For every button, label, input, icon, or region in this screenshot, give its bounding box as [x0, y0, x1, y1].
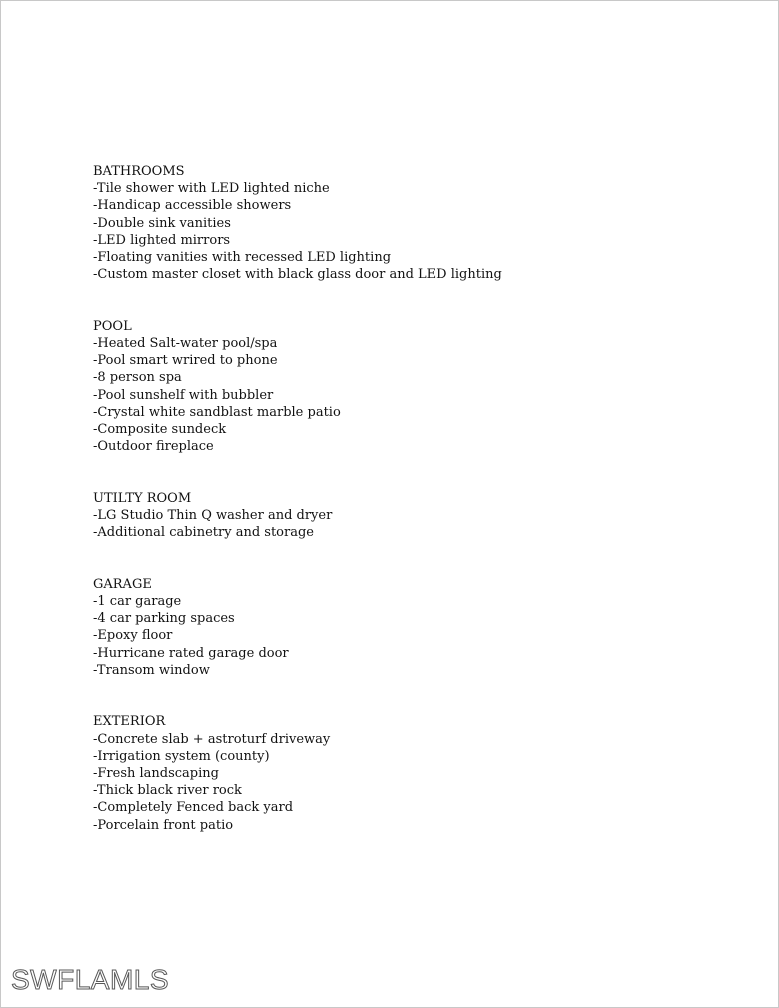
list-item: -Hurricane rated garage door: [93, 645, 289, 661]
section-title: EXTERIOR: [93, 714, 166, 730]
section-title: GARAGE: [93, 576, 152, 592]
list-item: -Pool sunshelf with bubbler: [93, 387, 274, 403]
list-item: -Pool smart wrired to phone: [93, 353, 278, 369]
section-pool: [93, 318, 713, 456]
list-item: -LED lighted mirrors: [93, 232, 231, 248]
section-title: POOL: [93, 318, 132, 334]
section-title: BATHROOMS: [93, 164, 185, 179]
list-item: -Transom window: [93, 662, 210, 678]
list-item: -1 car garage: [93, 594, 182, 610]
section-utility-room: [93, 490, 713, 542]
section-bathrooms: [93, 163, 713, 283]
list-item: -Completely Fenced back yard: [93, 800, 294, 816]
list-item: -Double sink vanities: [93, 215, 231, 231]
list-item: -Additional cabinetry and storage: [93, 525, 314, 541]
list-item: -Tile shower with LED lighted niche: [93, 181, 330, 197]
watermark: SWFLAMLS: [11, 964, 170, 995]
list-item: -4 car parking spaces: [93, 611, 235, 627]
list-item: -Porcelain front patio: [93, 817, 234, 833]
list-item: -Floating vanities with recessed LED lighting: [93, 250, 392, 266]
section-exterior: [93, 713, 713, 833]
section-garage: [93, 576, 713, 679]
section-title: UTILTY ROOM: [93, 490, 192, 506]
list-item: -Composite sundeck: [93, 422, 227, 438]
list-item: -Heated Salt-water pool/spa: [93, 336, 278, 352]
list-item: -Concrete slab + astroturf driveway: [93, 731, 331, 747]
list-item: -8 person spa: [93, 370, 182, 386]
feature-list: [93, 163, 713, 834]
list-item: -Epoxy floor: [93, 628, 173, 644]
list-item: -Handicap accessible showers: [93, 198, 292, 214]
list-item: -Custom master closet with black glass door and LED lighting: [93, 267, 502, 283]
list-item: -Outdoor fireplace: [93, 439, 214, 455]
list-item: -Irrigation system (county): [93, 748, 270, 764]
list-item: -Fresh landscaping: [93, 766, 219, 782]
list-item: -LG Studio Thin Q washer and dryer: [93, 508, 333, 524]
list-item: -Crystal white sandblast marble patio: [93, 404, 341, 420]
list-item: -Thick black river rock: [93, 783, 242, 799]
